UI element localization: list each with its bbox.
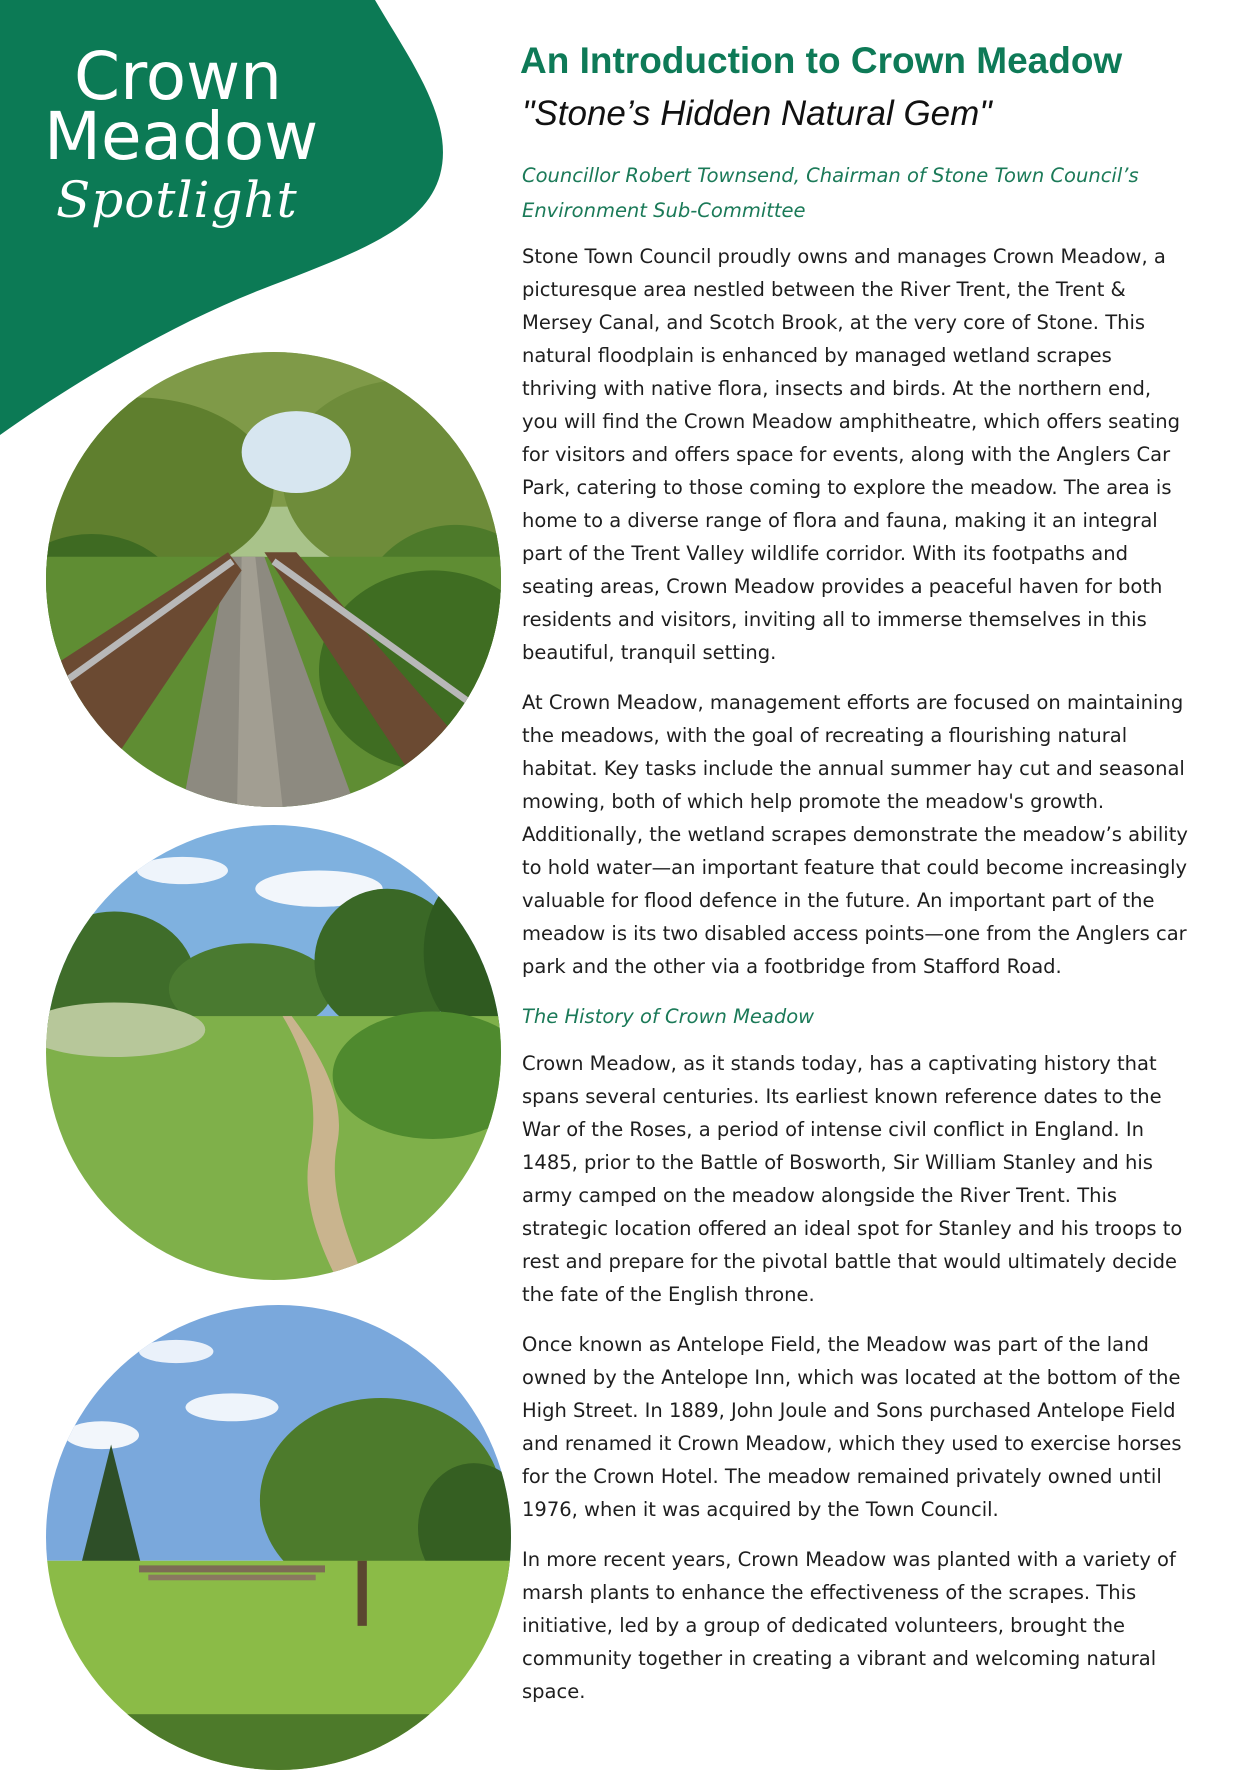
paragraph: Once known as Antelope Field, the Meadow was part of the land owned by the Antelope Inn, which was located at the bottom of the High Street. In 1889, John Joule and Sons purchased Antelope Field and renamed it Crown Meadow, which they used to exercise horses for the Crown Hotel. The meadow remained privately owned until 1976, when it was acquired by the Town Council. [522, 1333, 1182, 1521]
brand-crown: Crown [74, 38, 282, 115]
paragraph: In more recent years, Crown Meadow was planted with a variety of marsh plants to enhance the effectiveness of the scrapes. This initiative, led by a group of dedicated volunteers, brought the community together in creating a vibrant and welcoming natural space. [522, 1548, 1176, 1703]
paragraph: Crown Meadow, as it stands today, has a captivating history that spans several centuries. Its earliest known reference dates to the War of the Roses, a period of intense civil conflict in England. In 1485, prior to the Battle of Bosworth, Sir William Stanley and his army camped on the meadow alongside the River Trent. This strategic location offered an ideal spot for Stanley and his troops to rest and prepare for the pivotal battle that would ultimately decide the fate of the English throne. [522, 1052, 1183, 1306]
history-heading: The History of Crown Meadow [522, 1005, 815, 1028]
paragraph: At Crown Meadow, management efforts are focused on maintaining the meadows, with the goal of recreating a flourishing natural habitat. Key tasks include the annual summer hay cut and seasonal mowing, both of which help promote the meadow's growth. Additionally, the wetland scrapes demonstrate the meadow’s ability to hold water—an important feature that could become increasingly valuable for flood defence in the future. An important part of the meadow is its two disabled access points—one from the Anglers car park and the other via a footbridge from Stafford Road. [522, 691, 1188, 978]
meadow-path-photo [46, 825, 501, 1280]
article-byline: Councillor Robert Townsend, Chairman of Stone Town Council’s Environment Sub-Committee [522, 164, 1139, 222]
article-subtitle: "Stone’s Hidden Natural Gem" [522, 94, 992, 133]
amphitheatre-photo [46, 1305, 511, 1770]
paragraph: Stone Town Council proudly owns and manages Crown Meadow, a picturesque area nestled between the River Trent, the Trent & Mersey Canal, and Scotch Brook, at the very core of Stone. This natural floodplain is enhanced by managed wetland scrapes thriving with native flora, insects and birds. At the northern end, you will find the Crown Meadow amphitheatre, which offers seating for visitors and offers space for events, along with the Anglers Car Park, catering to those coming to explore the meadow. The area is home to a diverse range of flora and fauna, making it an integral part of the Trent Valley wildlife corridor. With its footpaths and seating areas, Crown Meadow provides a peaceful haven for both residents and visitors, inviting all to immerse themselves in this beautiful, tranquil setting. [522, 245, 1181, 664]
article [520, 36, 1192, 1725]
footbridge-photo [46, 352, 501, 807]
brand-meadow: Meadow [44, 98, 319, 175]
brand-spotlight: Spotlight [56, 171, 298, 229]
article-title: An Introduction to Crown Meadow [520, 40, 1123, 81]
